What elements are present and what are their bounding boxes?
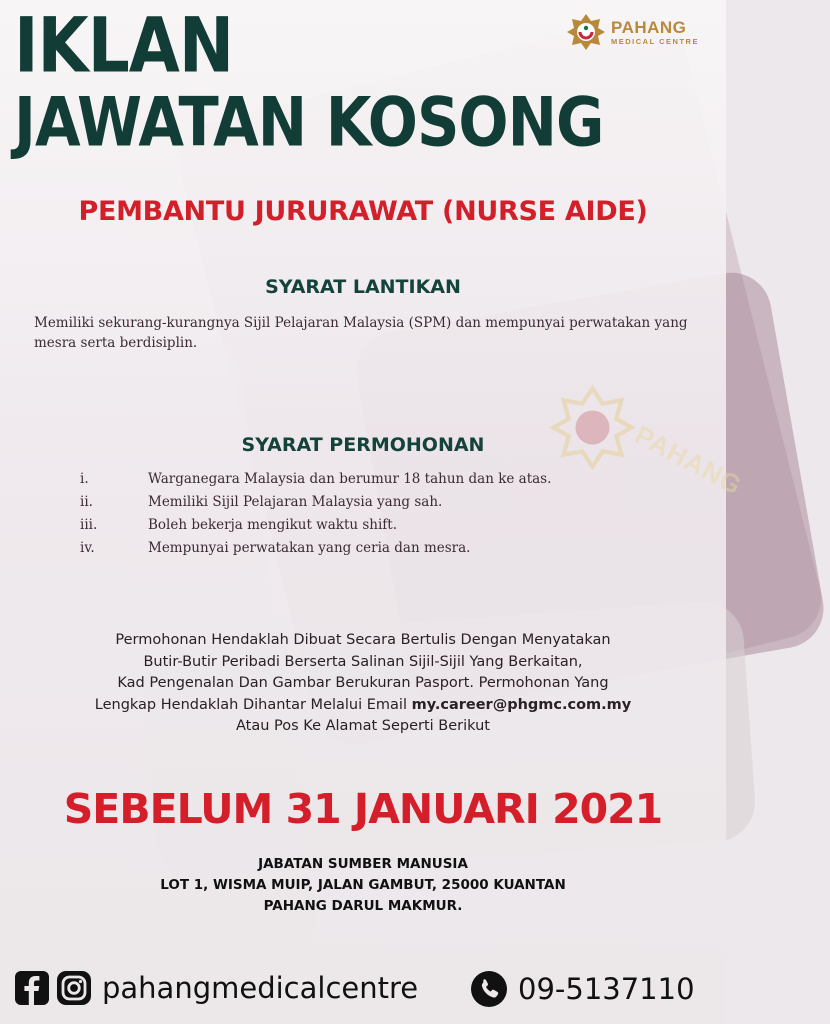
- page-title-line2: JAWATAN KOSONG: [14, 82, 604, 162]
- phone-contact: [470, 970, 695, 1008]
- list-item-number: ii.: [80, 493, 93, 510]
- page-title-line1: IKLAN: [14, 1, 234, 90]
- phone-icon: [470, 970, 508, 1008]
- pmc-logo-icon: [566, 12, 606, 52]
- application-instructions: [0, 630, 726, 738]
- instructions-line: [0, 695, 726, 717]
- requirements-list: [80, 467, 680, 559]
- appointment-requirements-heading: SYARAT LANTIKAN: [265, 276, 461, 298]
- social-media-footer: [14, 970, 418, 1006]
- mailing-address: [0, 854, 726, 917]
- phone-number[interactable]: 09-5137110: [518, 972, 695, 1006]
- list-item-number: iv.: [80, 539, 95, 556]
- list-item: [80, 490, 680, 513]
- appointment-requirements-text: Memiliki sekurang-kurangnya Sijil Pelajaran Malaysia (SPM) dan mempunyai perwatakan yang mesra serta berdisiplin.: [34, 315, 688, 351]
- facebook-icon[interactable]: [14, 970, 50, 1006]
- list-item-text: Memiliki Sijil Pelajaran Malaysia yang sah.: [148, 493, 443, 510]
- instructions-line: Butir-Butir Peribadi Berserta Salinan Sijil-Sijil Yang Berkaitan,: [143, 653, 583, 670]
- list-item: [80, 513, 680, 536]
- list-item-text: Boleh bekerja mengikut waktu shift.: [148, 516, 398, 533]
- hospital-logo: [566, 12, 699, 52]
- logo-subtitle: MEDICAL CENTRE: [611, 36, 699, 46]
- logo-name: PAHANG: [611, 17, 687, 37]
- deadline-banner: SEBELUM 31 JANUARI 2021: [63, 785, 663, 833]
- address-line: JABATAN SUMBER MANUSIA: [258, 856, 468, 872]
- address-line: PAHANG DARUL MAKMUR.: [263, 898, 463, 914]
- list-item: [80, 536, 680, 559]
- uniform-badge-text: PAHANG: [630, 419, 748, 501]
- list-item: [80, 467, 680, 490]
- application-requirements-heading: SYARAT PERMOHONAN: [241, 434, 485, 456]
- instagram-icon[interactable]: [56, 970, 92, 1006]
- email-link[interactable]: my.career@phgmc.com.my: [411, 696, 632, 713]
- instructions-line-text: Lengkap Hendaklah Dihantar Melalui Email: [94, 696, 412, 713]
- list-item-text: Mempunyai perwatakan yang ceria dan mesra.: [148, 539, 471, 556]
- job-position-title: PEMBANTU JURURAWAT (NURSE AIDE): [78, 196, 648, 227]
- address-line: LOT 1, WISMA MUIP, JALAN GAMBUT, 25000 KUANTAN: [160, 877, 566, 893]
- instructions-line: Kad Pengenalan Dan Gambar Berukuran Pasport. Permohonan Yang: [117, 675, 609, 691]
- instructions-line: Atau Pos Ke Alamat Seperti Berikut: [236, 718, 490, 734]
- list-item-number: iii.: [80, 516, 98, 533]
- list-item-text: Warganegara Malaysia dan berumur 18 tahun dan ke atas.: [148, 470, 552, 487]
- social-handle[interactable]: pahangmedicalcentre: [102, 971, 419, 1005]
- instructions-line: Permohonan Hendaklah Dibuat Secara Bertulis Dengan Menyatakan: [115, 632, 611, 648]
- list-item-number: i.: [80, 470, 89, 487]
